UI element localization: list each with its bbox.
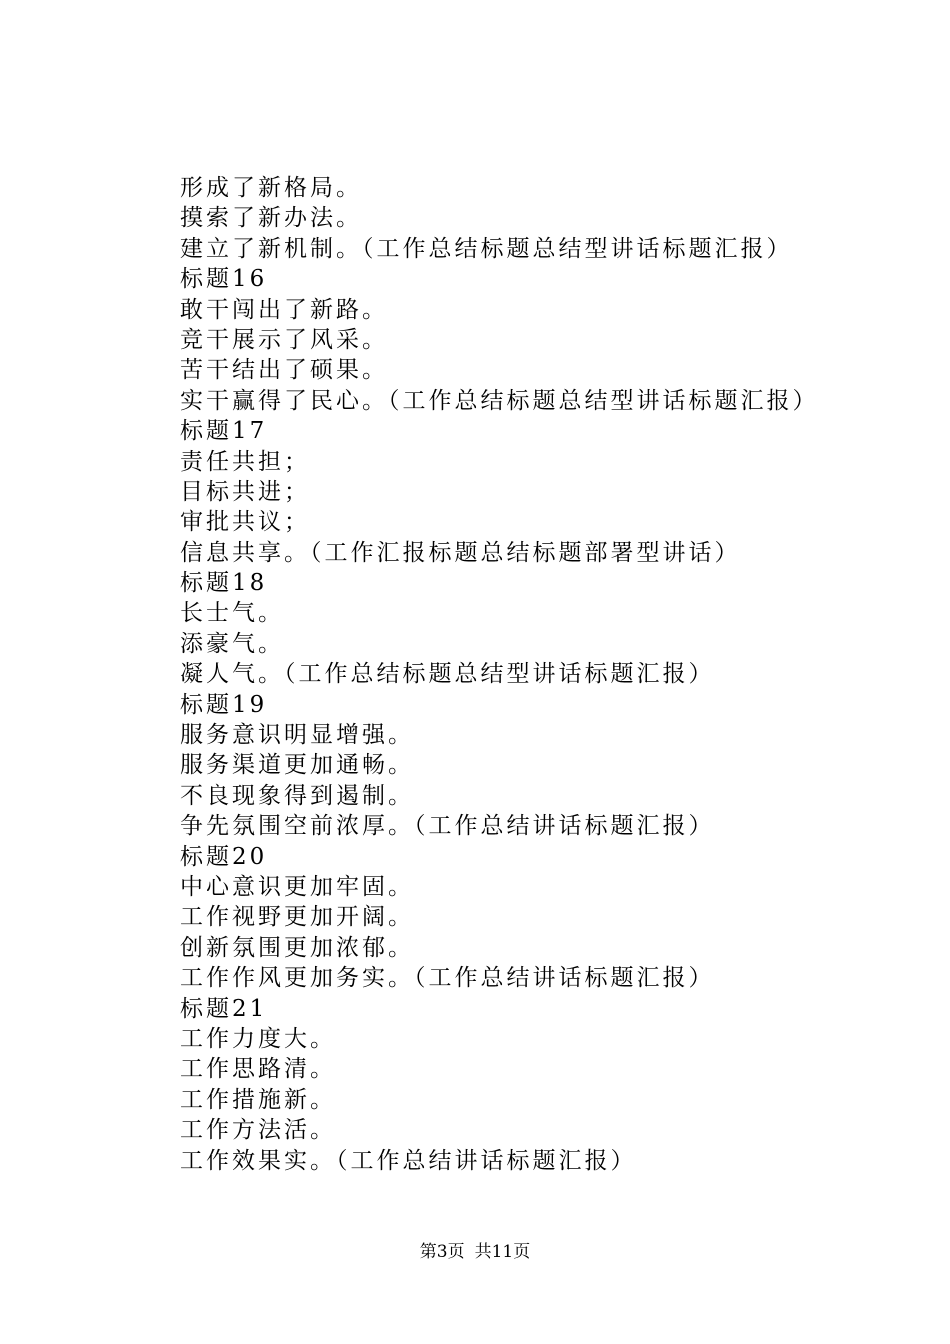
text-line: 工作措施新。 — [180, 1086, 336, 1113]
text-line: 实干赢得了民心。（工作总结标题总结型讲话标题汇报） — [180, 387, 819, 414]
text-line: 工作效果实。（工作总结讲话标题汇报） — [180, 1147, 637, 1174]
text-line: 工作方法活。 — [180, 1117, 336, 1144]
text-line: 长士气。 — [180, 600, 284, 627]
text-line: 信息共享。（工作汇报标题总结标题部署型讲话） — [180, 539, 741, 566]
text-line: 摸索了新办法。 — [180, 205, 362, 232]
text-line: 服务渠道更加通畅。 — [180, 752, 414, 779]
text-line: 争先氛围空前浓厚。（工作总结讲话标题汇报） — [180, 813, 715, 840]
text-line: 不良现象得到遏制。 — [180, 782, 414, 809]
text-line: 目标共进； — [180, 478, 310, 505]
text-line: 创新氛围更加浓郁。 — [180, 934, 414, 961]
text-line: 中心意识更加牢固。 — [180, 873, 414, 900]
text-line: 苦干结出了硕果。 — [180, 357, 388, 384]
text-line: 工作力度大。 — [180, 1025, 336, 1052]
text-line: 责任共担； — [180, 448, 310, 475]
text-line: 工作作风更加务实。（工作总结讲话标题汇报） — [180, 965, 715, 992]
page-total: 共11页 — [474, 1242, 531, 1262]
body-text — [180, 173, 880, 1176]
text-line: 敢干闯出了新路。 — [180, 296, 388, 323]
text-line: 形成了新格局。 — [180, 175, 362, 201]
page-footer — [0, 1240, 950, 1264]
text-line: 建立了新机制。（工作总结标题总结型讲话标题汇报） — [180, 235, 793, 262]
text-line: 审批共议； — [180, 509, 310, 536]
text-line: 工作视野更加开阔。 — [180, 904, 414, 931]
section-heading: 标题17 — [180, 418, 268, 445]
section-heading: 标题21 — [180, 995, 268, 1022]
text-line: 服务意识明显增强。 — [180, 722, 414, 749]
section-heading: 标题19 — [180, 691, 268, 718]
page-number: 第3页 — [419, 1242, 465, 1262]
text-line: 凝人气。（工作总结标题总结型讲话标题汇报） — [180, 661, 715, 688]
section-heading: 标题16 — [180, 266, 268, 293]
text-line: 添豪气。 — [180, 630, 284, 657]
section-heading: 标题18 — [180, 570, 268, 597]
text-line: 竞干展示了风采。 — [180, 326, 388, 353]
section-heading: 标题20 — [180, 843, 268, 870]
text-line: 工作思路清。 — [180, 1056, 336, 1083]
